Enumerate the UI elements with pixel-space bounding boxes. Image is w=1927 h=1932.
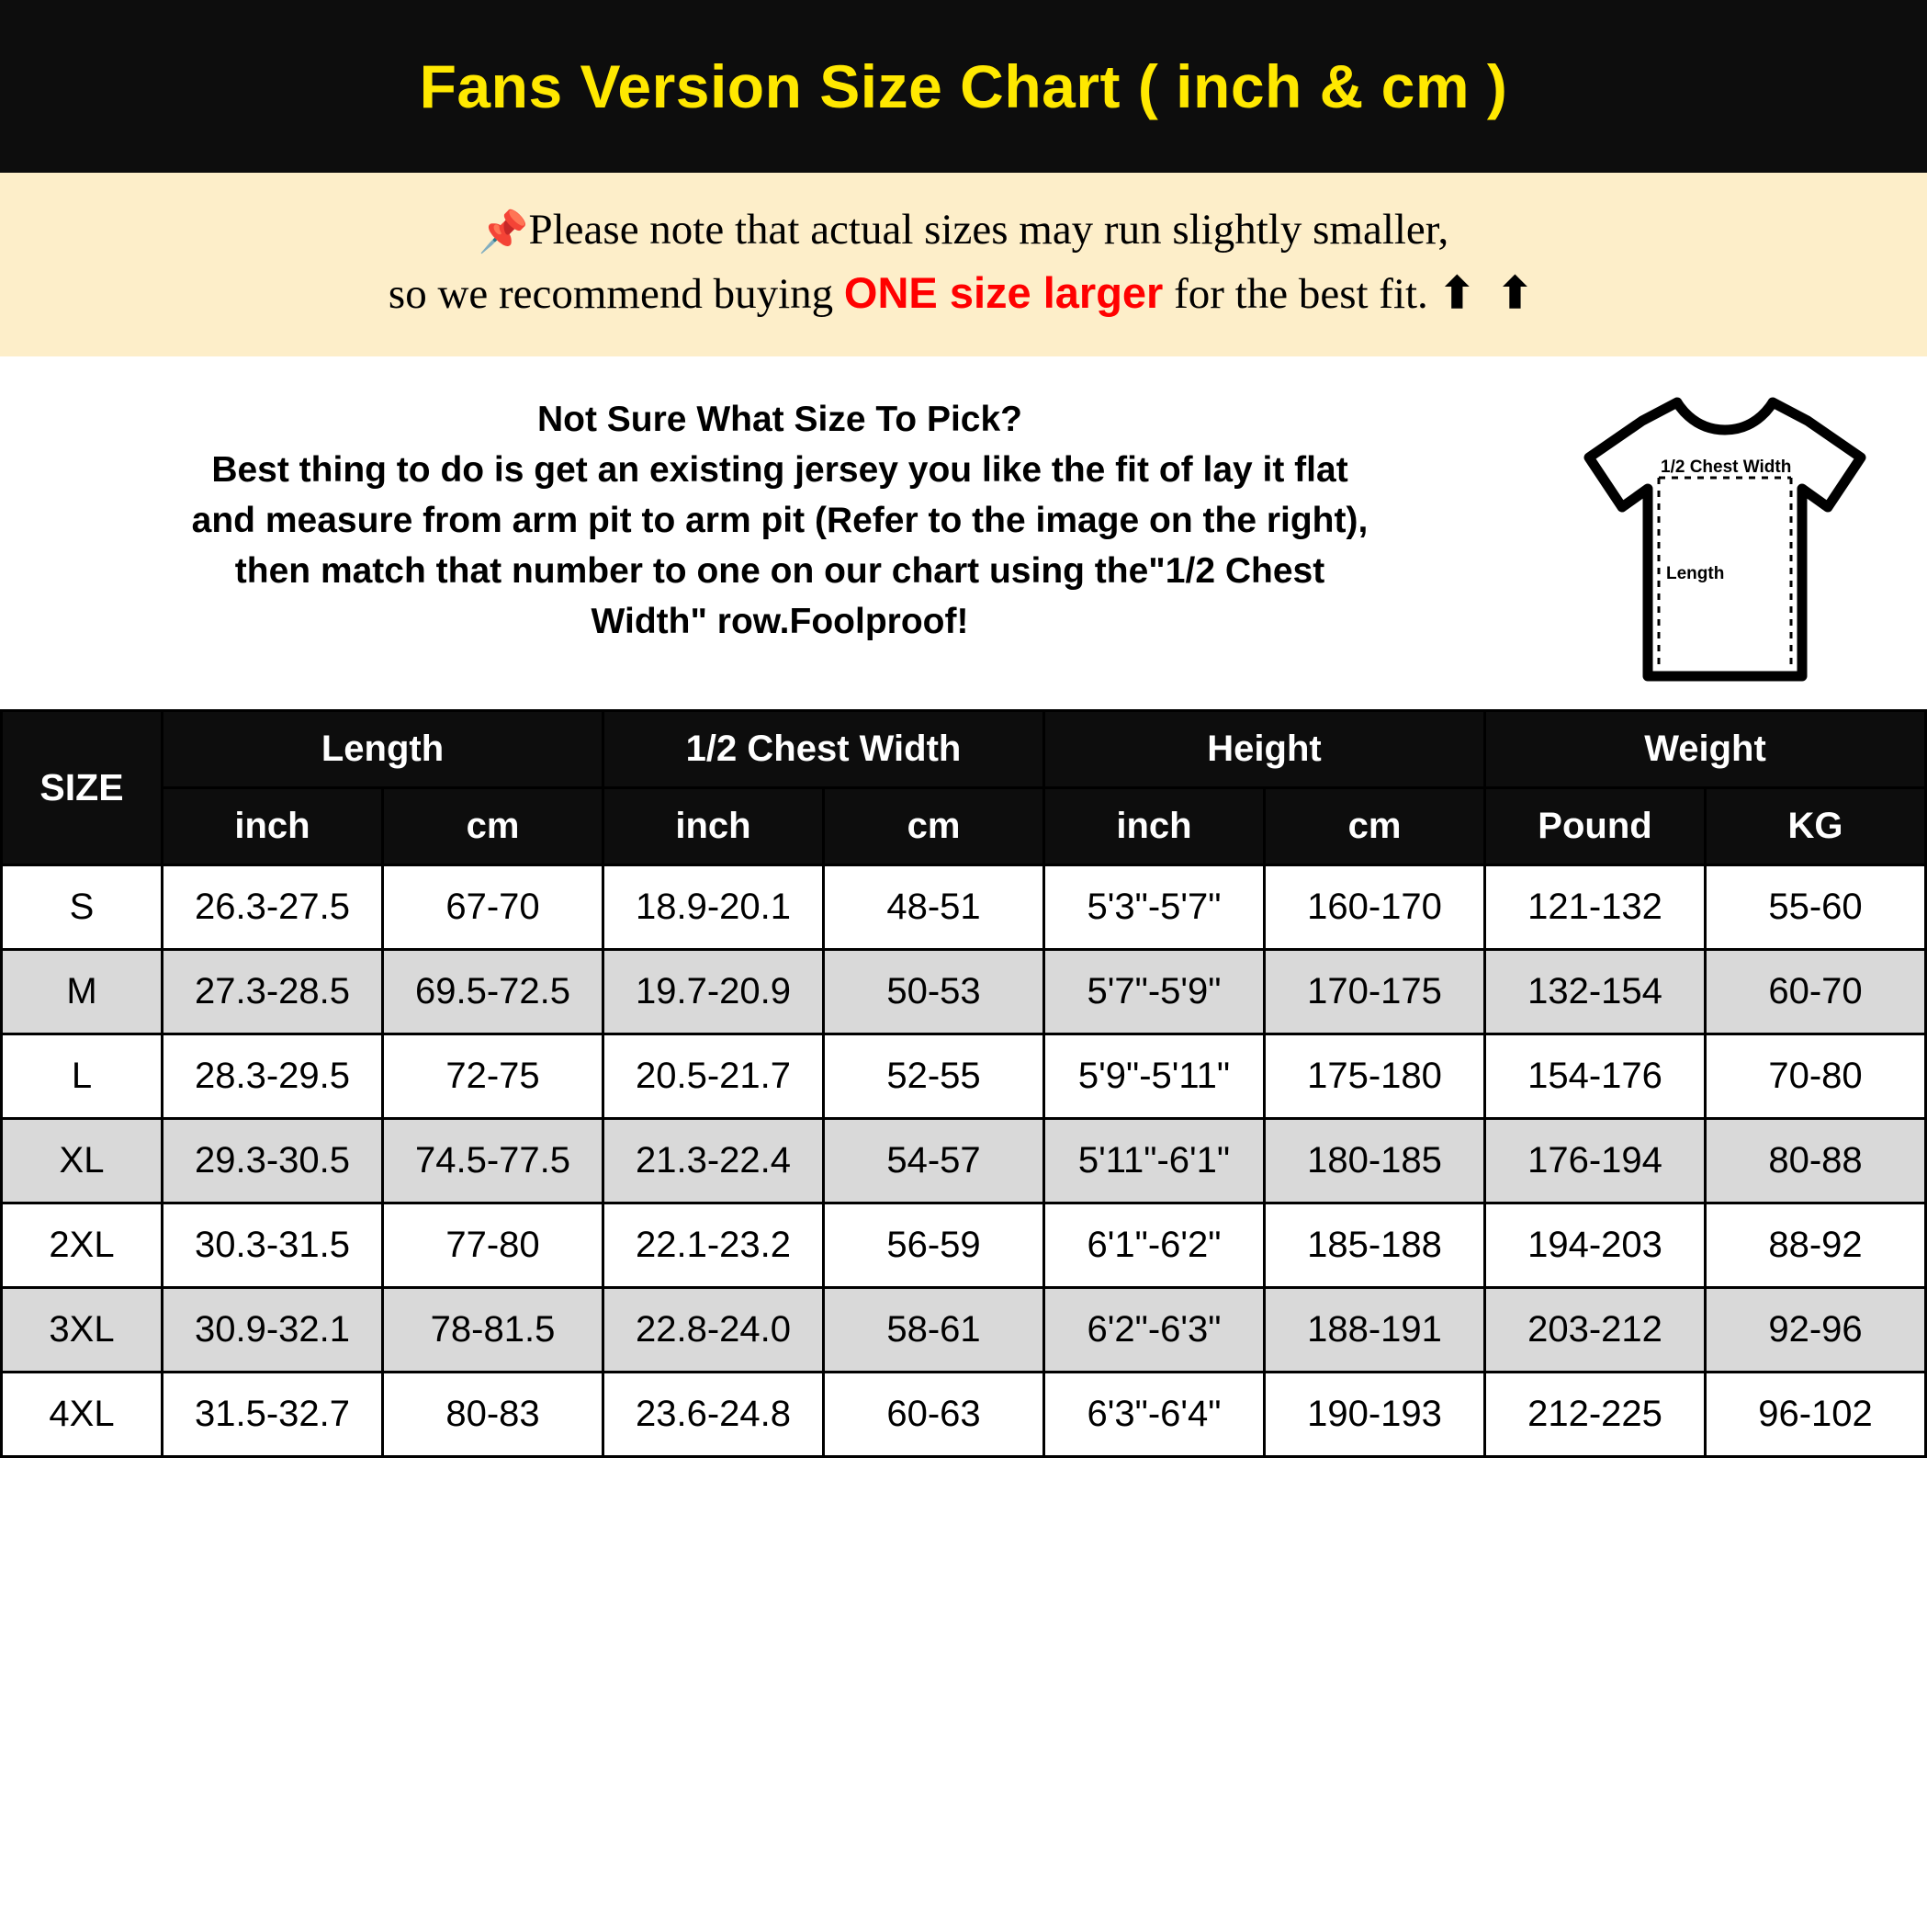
table-row	[2, 1287, 1926, 1372]
page-title: Fans Version Size Chart ( inch & cm )	[419, 52, 1508, 120]
cell-chest-inch: 20.5-21.7	[603, 1034, 824, 1118]
cell-height-cm: 180-185	[1265, 1118, 1485, 1203]
cell-length-inch: 28.3-29.5	[163, 1034, 383, 1118]
cell-chest-cm: 58-61	[824, 1287, 1044, 1372]
header-height-inch: inch	[1044, 787, 1265, 864]
header-weight-kg: KG	[1706, 787, 1926, 864]
cell-length-cm: 80-83	[383, 1372, 603, 1456]
cell-size: S	[2, 864, 163, 949]
cell-chest-cm: 50-53	[824, 949, 1044, 1034]
note-line-2	[37, 262, 1890, 325]
cell-weight-pound: 132-154	[1485, 949, 1706, 1034]
cell-weight-kg: 70-80	[1706, 1034, 1926, 1118]
advice-headline: Not Sure What Size To Pick?	[536, 399, 1022, 439]
title-bar	[0, 0, 1927, 173]
cell-size: 4XL	[2, 1372, 163, 1456]
cell-length-cm: 77-80	[383, 1203, 603, 1287]
cell-chest-cm: 48-51	[824, 864, 1044, 949]
cell-size: L	[2, 1034, 163, 1118]
advice-section	[0, 360, 1927, 709]
cell-weight-pound: 194-203	[1485, 1203, 1706, 1287]
cell-chest-cm: 54-57	[824, 1118, 1044, 1203]
table-row	[2, 864, 1926, 949]
cell-weight-pound: 121-132	[1485, 864, 1706, 949]
cell-chest-inch: 22.1-23.2	[603, 1203, 824, 1287]
header-chest-width: 1/2 Chest Width	[603, 710, 1044, 787]
advice-line-2: and measure from arm pit to arm pit (Refer to the image on the right),	[191, 501, 1369, 540]
header-weight: Weight	[1485, 710, 1926, 787]
cell-length-cm: 78-81.5	[383, 1287, 603, 1372]
table-body	[2, 864, 1926, 1456]
cell-length-inch: 31.5-32.7	[163, 1372, 383, 1456]
table-row	[2, 1034, 1926, 1118]
header-weight-pound: Pound	[1485, 787, 1706, 864]
cell-size: 3XL	[2, 1287, 163, 1372]
cell-height-cm: 190-193	[1265, 1372, 1485, 1456]
cell-length-inch: 26.3-27.5	[163, 864, 383, 949]
note-line-1	[37, 198, 1890, 262]
cell-height-cm: 160-170	[1265, 864, 1485, 949]
table-row	[2, 1203, 1926, 1287]
up-arrows-icon: ⬆ ⬆	[1438, 269, 1539, 318]
cell-size: 2XL	[2, 1203, 163, 1287]
header-length-inch: inch	[163, 787, 383, 864]
cell-height-cm: 175-180	[1265, 1034, 1485, 1118]
length-label: Length	[1666, 563, 1725, 583]
note-banner	[0, 173, 1927, 360]
cell-weight-kg: 80-88	[1706, 1118, 1926, 1203]
header-length-cm: cm	[383, 787, 603, 864]
advice-line-3: then match that number to one on our chart using the"1/2 Chest	[234, 551, 1325, 592]
cell-weight-pound: 154-176	[1485, 1034, 1706, 1118]
cell-height-inch: 5'7"-5'9"	[1044, 949, 1265, 1034]
header-height: Height	[1044, 710, 1485, 787]
header-height-cm: cm	[1265, 787, 1485, 864]
cell-chest-inch: 23.6-24.8	[603, 1372, 824, 1456]
cell-length-inch: 30.9-32.1	[163, 1287, 383, 1372]
cell-height-inch: 5'3"-5'7"	[1044, 864, 1265, 949]
chest-width-label: 1/2 Chest Width	[1661, 457, 1792, 477]
note-text-2-prefix: so we recommend buying	[388, 269, 844, 318]
table-group-header-row	[2, 710, 1926, 787]
header-chest-cm: cm	[824, 787, 1044, 864]
cell-length-cm: 69.5-72.5	[383, 949, 603, 1034]
cell-weight-kg: 92-96	[1706, 1287, 1926, 1372]
cell-height-cm: 170-175	[1265, 949, 1485, 1034]
header-chest-inch: inch	[603, 787, 824, 864]
pushpin-icon: 📌	[478, 209, 529, 254]
advice-line-4: Width" row.Foolproof!	[591, 602, 969, 642]
table-row	[2, 1372, 1926, 1456]
cell-height-inch: 6'3"-6'4"	[1044, 1372, 1265, 1456]
cell-chest-cm: 56-59	[824, 1203, 1044, 1287]
cell-length-inch: 27.3-28.5	[163, 949, 383, 1034]
cell-chest-inch: 19.7-20.9	[603, 949, 824, 1034]
advice-text	[18, 380, 1541, 648]
cell-size: XL	[2, 1118, 163, 1203]
tshirt-icon	[1578, 390, 1872, 693]
header-length: Length	[163, 710, 603, 787]
cell-weight-kg: 96-102	[1706, 1372, 1926, 1456]
cell-weight-pound: 203-212	[1485, 1287, 1706, 1372]
table-head	[2, 710, 1926, 864]
cell-length-cm: 74.5-77.5	[383, 1118, 603, 1203]
table-unit-header-row	[2, 787, 1926, 864]
cell-height-cm: 185-188	[1265, 1203, 1485, 1287]
tshirt-diagram	[1541, 380, 1909, 693]
cell-weight-pound: 212-225	[1485, 1372, 1706, 1456]
note-text-2-suffix: for the best fit.	[1163, 269, 1439, 318]
cell-height-inch: 6'2"-6'3"	[1044, 1287, 1265, 1372]
cell-length-inch: 30.3-31.5	[163, 1203, 383, 1287]
cell-chest-cm: 60-63	[824, 1372, 1044, 1456]
note-text-1: Please note that actual sizes may run slightly smaller,	[528, 206, 1449, 254]
cell-weight-kg: 60-70	[1706, 949, 1926, 1034]
advice-line-1: Best thing to do is get an existing jersey you like the fit of lay it flat	[211, 449, 1348, 490]
cell-weight-kg: 88-92	[1706, 1203, 1926, 1287]
cell-chest-inch: 21.3-22.4	[603, 1118, 824, 1203]
cell-length-inch: 29.3-30.5	[163, 1118, 383, 1203]
cell-chest-inch: 22.8-24.0	[603, 1287, 824, 1372]
cell-height-inch: 5'9"-5'11"	[1044, 1034, 1265, 1118]
cell-size: M	[2, 949, 163, 1034]
note-emphasis: ONE size larger	[843, 267, 1164, 317]
size-chart-table	[0, 709, 1927, 1458]
cell-chest-inch: 18.9-20.1	[603, 864, 824, 949]
cell-height-inch: 6'1"-6'2"	[1044, 1203, 1265, 1287]
cell-length-cm: 67-70	[383, 864, 603, 949]
cell-length-cm: 72-75	[383, 1034, 603, 1118]
table-row	[2, 949, 1926, 1034]
cell-height-inch: 5'11"-6'1"	[1044, 1118, 1265, 1203]
table-row	[2, 1118, 1926, 1203]
cell-height-cm: 188-191	[1265, 1287, 1485, 1372]
header-size: SIZE	[2, 710, 163, 864]
cell-weight-kg: 55-60	[1706, 864, 1926, 949]
cell-weight-pound: 176-194	[1485, 1118, 1706, 1203]
cell-chest-cm: 52-55	[824, 1034, 1044, 1118]
